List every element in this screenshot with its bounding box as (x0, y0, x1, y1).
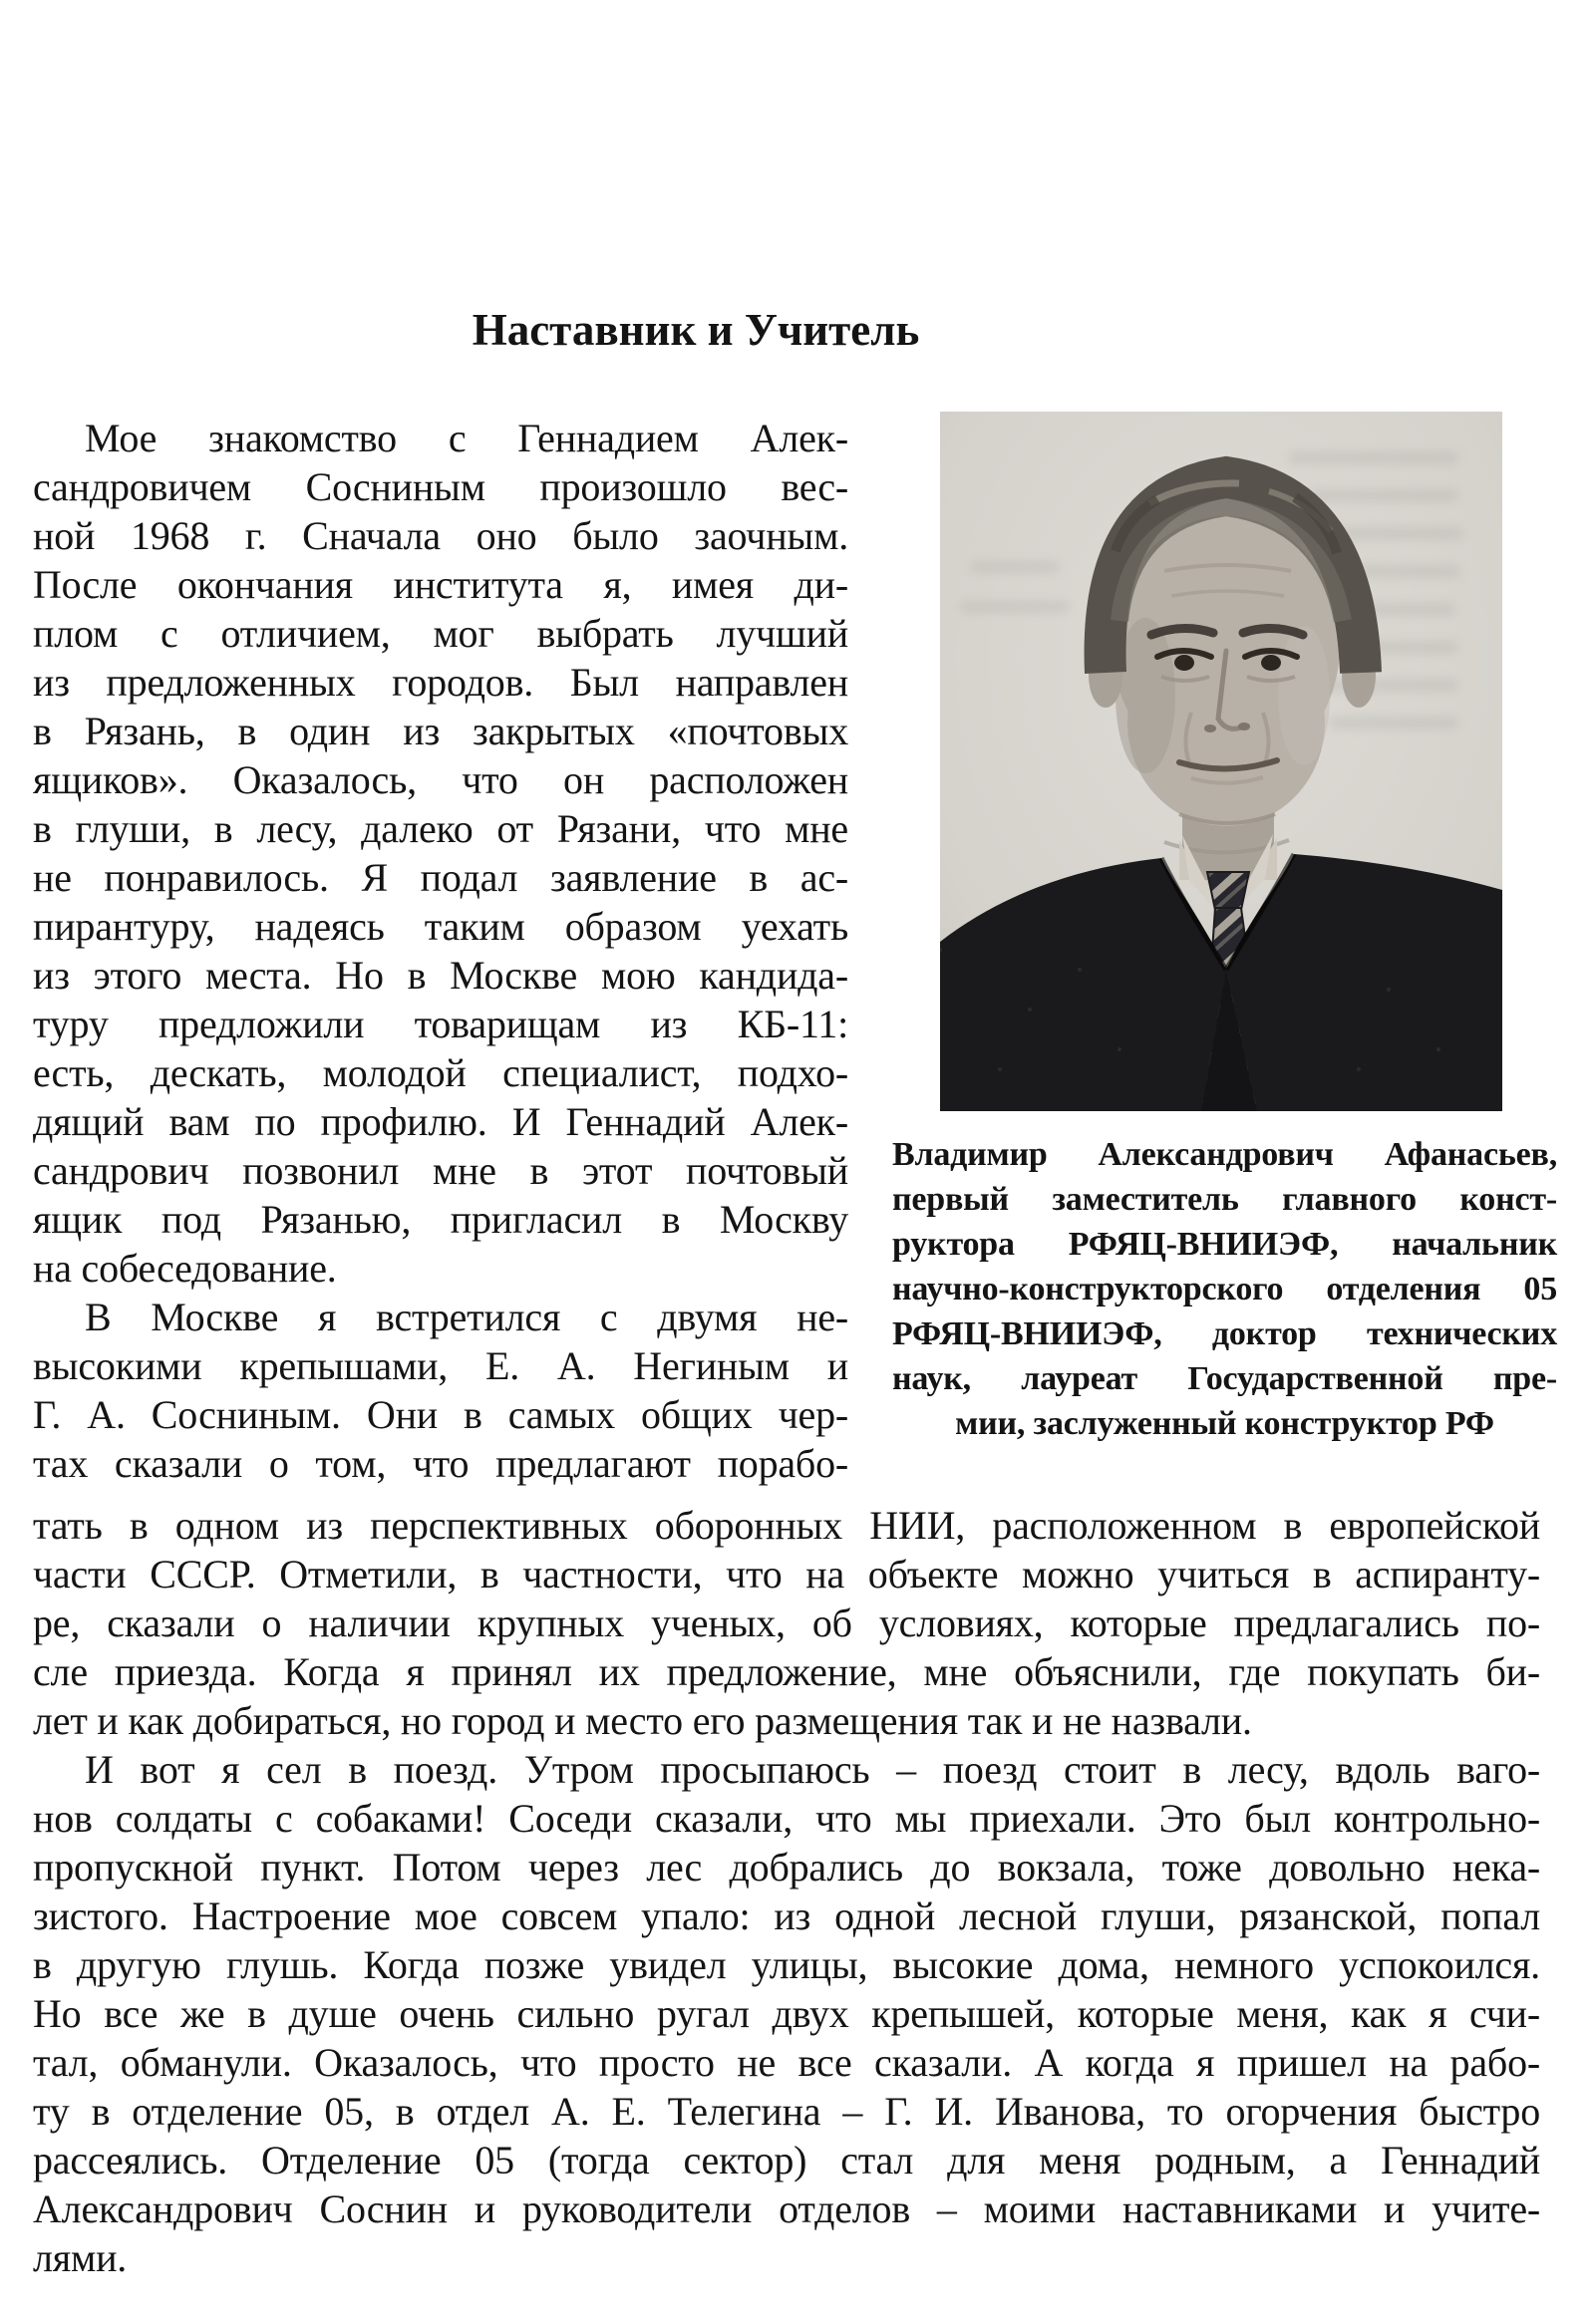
body-column-line: дящий вам по профилю. И Геннадий Алек- (33, 1099, 848, 1144)
body-column-line: сандрович позвонил мне в этот почтовый (33, 1148, 848, 1193)
body-full-width-line: И вот я сел в поезд. Утром просыпаюсь – поезд стоит в лесу, вдоль ваго- (85, 1747, 1540, 1792)
body-column-line: тах сказали о том, что предлагают порабо- (33, 1441, 848, 1486)
body-full-width-line: в другую глушь. Когда позже увидел улицы, высокие дома, немного успокоился. (33, 1942, 1540, 1987)
body-full-width-line: зистого. Настроение мое совсем упало: из одной лесной глуши, рязанской, попал (33, 1893, 1540, 1938)
body-column-line: в глуши, в лесу, далеко от Рязани, что мне (33, 806, 848, 851)
body-full-width-line: сле приезда. Когда я принял их предложение, мне объяснили, где покупать би- (33, 1649, 1540, 1694)
body-column-line: из предложенных городов. Был направлен (33, 660, 848, 705)
body-column-line: ящиков». Оказалось, что он расположен (33, 757, 848, 802)
body-full-width-line: лет и как добираться, но город и место его размещения так и не назвали. (33, 1698, 1252, 1743)
body-full-width-line: тать в одном из перспективных оборонных НИИ, расположенном в европейской (33, 1503, 1540, 1548)
photo-caption (892, 1132, 1557, 1446)
portrait-photo (940, 412, 1502, 1111)
body-full-width-line: лями. (33, 2235, 128, 2280)
photo-caption-line: мии, заслуженный конструктор РФ (955, 1405, 1494, 1442)
body-column-line: из этого места. Но в Москве мою кандида- (33, 953, 848, 998)
body-full-width-line: части СССР. Отметили, в частности, что на объекте можно учиться в аспиранту- (33, 1552, 1540, 1597)
body-column-line: туру предложили товарищам из КБ-11: (33, 1002, 848, 1046)
body-column-line: есть, дескать, молодой специалист, подхо- (33, 1050, 848, 1095)
photo-caption-line: РФЯЦ-ВНИИЭФ, доктор технических (892, 1315, 1557, 1352)
photo-caption-line: первый заместитель главного конст- (892, 1181, 1557, 1218)
photo-caption-line: научно-конструкторского отделения 05 (892, 1271, 1557, 1307)
portrait-photo-illustration (940, 412, 1502, 1111)
page-title: Наставник и Учитель (472, 305, 920, 355)
body-column-line: ящик под Рязанью, пригласил в Москву (33, 1197, 848, 1242)
body-full-width-line: ту в отделение 05, в отдел А. Е. Телегина – Г. И. Иванова, то огорчения быстро (33, 2089, 1540, 2134)
body-column-line: Г. А. Сосниным. Они в самых общих чер- (33, 1392, 848, 1437)
body-full-width-line: тал, обманули. Оказалось, что просто не все сказали. А когда я пришел на рабо- (33, 2040, 1540, 2085)
body-full-width-line: Но все же в душе очень сильно ругал двух крепышей, которые меня, как я счи- (33, 1991, 1540, 2036)
body-full-width (33, 1501, 1540, 2282)
body-full-width-line: Александрович Соснин и руководители отделов – моими наставниками и учите- (33, 2186, 1540, 2231)
body-column-line: После окончания института я, имея ди- (33, 562, 848, 607)
body-column-line: сандровичем Сосниным произошло вес- (33, 464, 848, 509)
body-column-line: Мое знакомство с Геннадием Алек- (85, 416, 848, 460)
body-column-line: В Москве я встретился с двумя не- (85, 1295, 848, 1339)
body-column-line: на собеседование. (33, 1246, 337, 1291)
photo-caption-line: руктора РФЯЦ-ВНИИЭФ, начальник (892, 1226, 1557, 1263)
body-column-line: пирантуру, надеясь таким образом уехать (33, 904, 848, 949)
photo-caption-line: наук, лауреат Государственной пре- (892, 1360, 1557, 1397)
body-column (33, 414, 848, 1488)
body-column-line: в Рязань, в один из закрытых «почтовых (33, 709, 848, 753)
body-column-line: плом с отличием, мог выбрать лучший (33, 611, 848, 656)
body-full-width-line: пропускной пункт. Потом через лес добрались до вокзала, тоже довольно нека- (33, 1845, 1540, 1889)
body-full-width-line: нов солдаты с собаками! Соседи сказали, что мы приехали. Это был контрольно- (33, 1796, 1540, 1841)
body-column-line: ной 1968 г. Сначала оно было заочным. (33, 513, 848, 558)
photo-caption-line: Владимир Александрович Афанасьев, (892, 1136, 1557, 1173)
body-column-line: высокими крепышами, Е. А. Негиным и (33, 1343, 848, 1388)
body-full-width-line: ре, сказали о наличии крупных ученых, об условиях, которые предлагались по- (33, 1600, 1540, 1645)
body-full-width-line: рассеялись. Отделение 05 (тогда сектор) стал для меня родным, а Геннадий (33, 2138, 1540, 2182)
body-column-line: не понравилось. Я подал заявление в ас- (33, 855, 848, 900)
